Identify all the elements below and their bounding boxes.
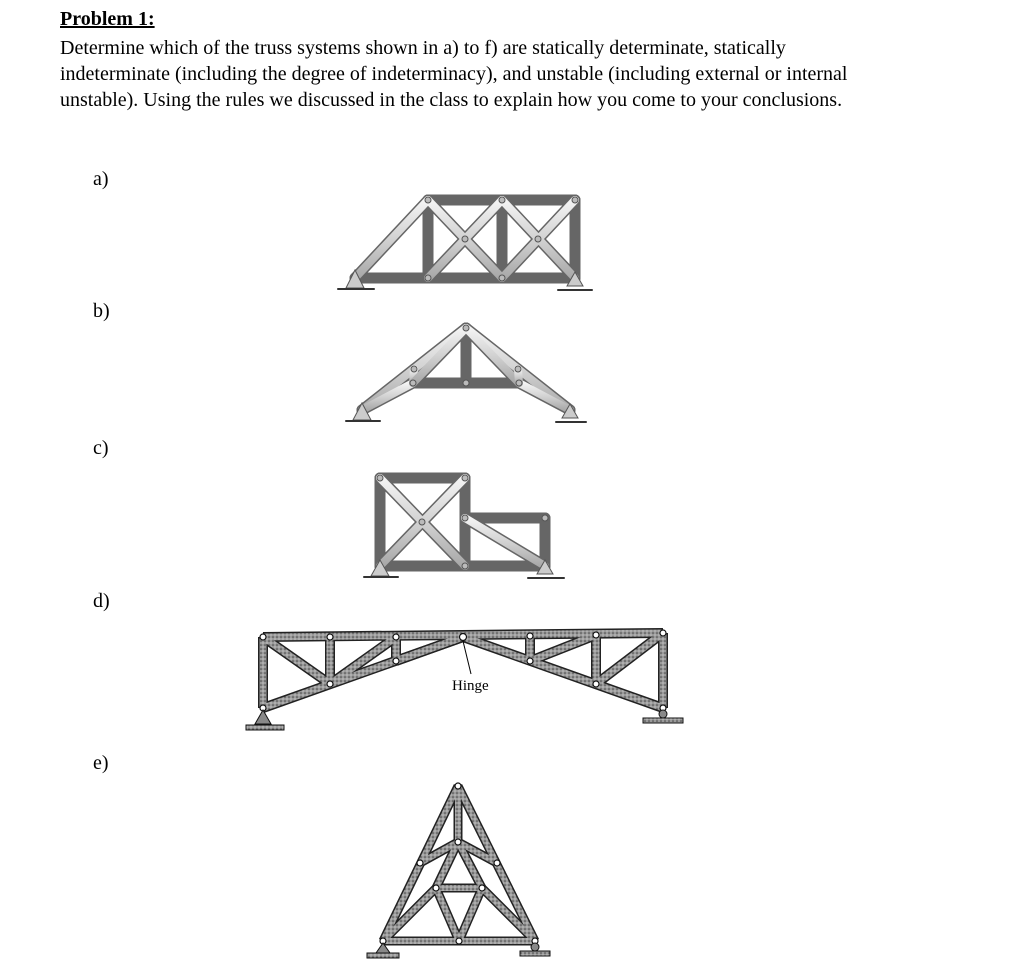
truss-b [346,325,586,422]
truss-d [246,630,683,730]
figure-label-b: b) [93,300,110,322]
figure-label-a: a) [93,168,109,190]
support-roller-d-right [643,710,683,723]
hinge-leader [463,641,471,674]
figure-label-e: e) [93,752,109,774]
figure-label-d: d) [93,590,110,612]
hinge-label: Hinge [452,678,489,694]
truss-a [338,197,592,290]
problem-title: Problem 1: [60,8,155,30]
truss-e [367,783,550,958]
figure-label-c: c) [93,437,109,459]
support-pin-d-left [246,710,284,730]
problem-statement: Determine which of the truss systems shown in a) to f) are statically determinate, statically indeterminate (including the degree of indeterminacy), and unstable (including external or internal unstable). Using the rules we discussed in the class to explain how you come to your conclusions. [60,37,848,111]
truss-c [364,475,564,578]
